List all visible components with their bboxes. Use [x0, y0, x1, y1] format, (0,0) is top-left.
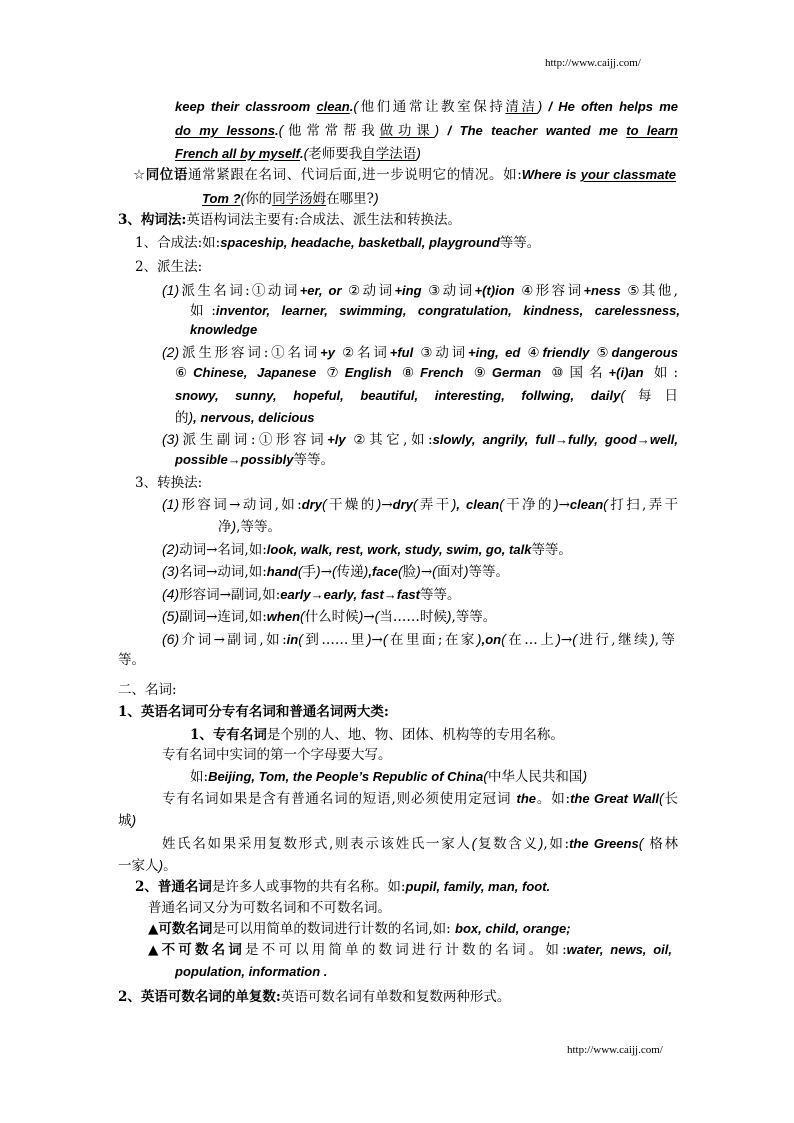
text-run: 脸 — [402, 564, 417, 580]
text-run: 在哪里? — [326, 191, 374, 207]
text-run: ) — [463, 563, 469, 579]
text-run: 到……里 — [302, 632, 367, 648]
text-run: → — [320, 564, 332, 580]
text-run: , nervous, delicious — [193, 410, 315, 425]
example-line — [175, 120, 678, 140]
sub-item-continuation — [175, 450, 334, 470]
text-run: ⑤ — [589, 345, 612, 361]
text-run: population, information . — [175, 964, 328, 979]
text-run: 复数含义 — [476, 836, 539, 852]
paragraph-line — [162, 745, 392, 765]
paragraph-line — [175, 962, 327, 982]
text-run: ) — [556, 631, 561, 647]
text-run: 派生副词:①形容词 — [179, 432, 328, 448]
text-run: (2) — [162, 541, 180, 557]
text-run: 面对 — [436, 564, 464, 580]
text-run: (3) — [162, 563, 180, 579]
text-run: 形容词→动词,如: — [179, 497, 302, 513]
text-run: 专有名词如果是含有普通名词的短语,则必须使用定冠词 — [162, 791, 517, 807]
text-run: ) — [416, 563, 421, 579]
text-run: +ing — [394, 283, 422, 298]
text-run: 他们通常让教室保持 — [358, 99, 506, 115]
section-heading — [118, 987, 510, 1007]
text-run: 传递 — [336, 564, 364, 580]
list-item — [135, 233, 540, 253]
text-run: 是可以用简单的数词进行计数的名词,如: — [212, 921, 456, 937]
text-run: ( — [620, 387, 626, 403]
sub-item-continuation — [175, 363, 678, 383]
text-run: 是不可以用简单的数词进行计数的名词。如: — [245, 942, 567, 958]
paragraph-line — [148, 919, 571, 939]
text-run: dry — [301, 497, 322, 512]
paragraph-line — [148, 940, 672, 960]
text-run: 进行,继续 — [576, 632, 651, 648]
text-run: ③动词 — [421, 283, 475, 299]
text-run: 普通名词又分为可数名词和不可数名词。 — [148, 900, 391, 916]
text-run: ②名词 — [334, 345, 390, 361]
footer-url: http://www.caijj.com/ — [567, 1044, 663, 1056]
text-run: 格林 — [643, 836, 679, 852]
text-run: 你的 — [245, 191, 273, 207]
text-run: (1) — [162, 496, 180, 512]
text-run: 1、合成法:如: — [135, 235, 221, 251]
paragraph-line — [190, 725, 564, 745]
text-run: ( — [483, 768, 488, 784]
text-run: water, news, oil, — [566, 942, 672, 957]
text-run: 干净的 — [503, 497, 554, 513]
text-run: +ing, ed — [468, 345, 521, 360]
text-run: 。 — [163, 858, 177, 874]
text-run: (5) — [162, 608, 180, 624]
text-run: ) — [366, 631, 372, 647]
sub-item — [162, 494, 678, 514]
text-run: 城 — [118, 813, 132, 829]
paragraph-line — [190, 766, 587, 786]
text-run: 。如: — [536, 791, 571, 807]
text-run: 2、普通名词 — [135, 879, 212, 895]
example-line — [175, 96, 678, 116]
text-run: ) — [231, 518, 237, 534]
paragraph-line — [135, 877, 550, 897]
text-run: knowledge — [190, 322, 258, 337]
text-run: hand — [266, 564, 298, 579]
text-run: +ly — [327, 432, 346, 447]
text-run: keep their classroom — [175, 99, 317, 114]
text-run: 他常常帮我 — [283, 123, 380, 139]
text-run: ) — [363, 563, 369, 579]
text-run: pupil, family, man, foot. — [405, 879, 551, 894]
text-run: 等等。 — [419, 587, 461, 603]
text-run: (6) — [162, 631, 180, 647]
text-run: dangerous — [611, 345, 678, 360]
text-run: ) — [373, 190, 379, 206]
text-run: the Greens — [569, 836, 639, 851]
text-run: French — [420, 365, 464, 380]
text-run: → — [371, 632, 383, 648]
text-run: +er, or — [299, 283, 342, 298]
text-run: ) — [582, 768, 588, 784]
text-run: ⑩国名 — [541, 365, 609, 381]
text-run: 派生名词:①动词 — [179, 283, 300, 299]
sub-item-continuation — [190, 301, 680, 321]
text-run: ⑤其他, — [620, 283, 678, 299]
sub-item — [162, 280, 678, 300]
sub-item-continuation — [118, 650, 145, 670]
sub-item-continuation — [190, 320, 257, 340]
text-run: +ness — [583, 283, 621, 298]
text-run: 英语构词法主要有:合成法、派生法和转换法。 — [186, 212, 461, 228]
text-run: +(i)an — [608, 365, 644, 380]
sub-item-continuation — [218, 516, 281, 536]
text-run: 打扫,弄干 — [607, 497, 679, 513]
text-run: Beijing, Tom, the People’s Republic of China — [208, 769, 484, 784]
text-run: 英语可数名词有单数和复数两种形式。 — [280, 989, 511, 1005]
text-run: possible→possibly — [175, 452, 294, 467]
text-run: → — [420, 564, 433, 580]
text-run: Chinese, Japanese — [193, 365, 317, 380]
text-run: ④ — [520, 345, 543, 361]
text-run: → — [558, 497, 570, 513]
text-run: ( — [321, 496, 327, 512]
text-run: . — [300, 146, 304, 161]
text-run: look, walk, rest, work, study, swim, go, talk — [266, 542, 532, 557]
text-run: 等等。 — [499, 235, 541, 251]
text-run: ( — [432, 563, 437, 579]
header-url: http://www.caijj.com/ — [545, 57, 641, 69]
text-run: ( — [298, 631, 303, 647]
text-run: ( — [300, 608, 305, 624]
paragraph-line — [118, 810, 136, 830]
text-run: ,等等。 — [236, 519, 281, 535]
text-run: ,如: — [543, 836, 570, 852]
text-run: ( — [658, 790, 664, 806]
text-run: slowly, angrily, full→fully, good→well, — [432, 432, 678, 447]
text-run: ( — [397, 563, 403, 579]
text-run: ,face — [368, 564, 398, 579]
list-item — [135, 257, 202, 277]
text-run: 3、转换法: — [135, 475, 203, 491]
paragraph-line — [162, 833, 678, 853]
text-run: (4) — [162, 586, 180, 602]
text-run: Tom ? — [202, 191, 241, 206]
text-run: to learn — [626, 123, 678, 138]
text-run: clean — [569, 497, 604, 512]
text-run: ⑨ — [463, 365, 492, 381]
text-run: 中华人民共和国 — [487, 769, 583, 785]
text-run: ☆ — [133, 167, 146, 183]
sub-item — [162, 539, 572, 559]
sub-item — [162, 429, 678, 449]
text-run: ) — [537, 98, 543, 114]
sub-item — [162, 561, 509, 581]
text-run: in — [286, 632, 299, 647]
text-run: +y — [320, 345, 335, 360]
appositive-note — [133, 165, 676, 185]
list-item — [135, 473, 202, 493]
text-run: ( — [471, 835, 477, 851]
text-run: dry — [392, 497, 413, 512]
text-run: 清洁 — [505, 99, 538, 115]
text-run: ) — [553, 496, 559, 512]
text-run: 姓氏名如果采用复数形式,则表示该姓氏一家人 — [162, 836, 472, 852]
paragraph-line — [118, 855, 177, 875]
text-run: 等等。 — [293, 452, 334, 468]
text-run: 当……时候 — [379, 609, 447, 625]
text-run: inventor, learner, swimming, congratulation, kindness, carelessness, — [215, 303, 680, 318]
text-run: friendly — [542, 345, 590, 360]
text-run: ②其它,如: — [345, 432, 433, 448]
text-run: 介词→副词,如: — [179, 632, 287, 648]
text-run: 2、英语可数名词的单复数: — [118, 989, 281, 1005]
text-run: box, child, orange; — [455, 921, 571, 936]
text-run: ( — [501, 631, 506, 647]
sub-item — [162, 342, 678, 362]
text-run: → — [560, 632, 573, 648]
text-run: 1、英语名词可分专有名词和普通名词两大类: — [118, 704, 389, 720]
text-run: 同位语 — [145, 167, 189, 183]
text-run: ( — [572, 631, 577, 647]
text-run: . — [274, 123, 279, 138]
text-run: ( — [603, 496, 608, 512]
text-run: ④形容词 — [514, 283, 584, 299]
text-run: ( — [382, 631, 388, 647]
text-run: ) — [158, 857, 164, 873]
text-run: ( — [412, 496, 418, 512]
text-run: ( — [303, 145, 309, 161]
text-run: German — [491, 365, 542, 380]
sub-item — [162, 584, 460, 604]
text-run: 每日 — [625, 388, 678, 404]
text-run: 通常紧跟在名词、代词后面,进一步说明它的情况。如: — [188, 167, 522, 183]
text-run: ( — [297, 563, 303, 579]
paragraph-line — [148, 898, 391, 918]
text-run: 老师要我 — [308, 146, 363, 162]
text-run: ②动词 — [341, 283, 395, 299]
chapter-heading — [118, 680, 177, 700]
text-run: 等等。 — [468, 564, 509, 580]
text-run: ( — [374, 608, 380, 624]
text-run: 2、派生法: — [135, 259, 203, 275]
text-run: ( — [332, 563, 337, 579]
text-run: 在里面;在家 — [387, 632, 477, 648]
sub-item-continuation — [175, 407, 315, 427]
text-run: ,等 — [654, 632, 676, 648]
text-run: ⑧ — [391, 365, 421, 381]
text-run: ) — [416, 145, 421, 161]
text-run: 做功课 — [379, 123, 435, 139]
text-run: ) — [446, 608, 452, 624]
text-run: do my lessons — [175, 123, 275, 138]
text-run: ) — [131, 812, 137, 828]
text-run: 同学汤姆 — [272, 191, 327, 207]
text-run: ( — [353, 98, 358, 114]
text-run: snowy, sunny, hopeful, beautiful, interesting, follwing, daily — [175, 388, 621, 403]
text-run: 是个别的人、地、物、团体、机构等的专用名称。 — [266, 727, 564, 743]
text-run: (2) — [162, 344, 180, 360]
text-run: 自学法语 — [362, 146, 417, 162]
text-run: ⑦ — [316, 365, 345, 381]
text-run: 长 — [663, 791, 678, 807]
text-run: → — [363, 609, 375, 625]
text-run: → — [381, 497, 393, 513]
text-run: early→early, fast→fast — [280, 587, 420, 602]
text-run: 是许多人或事物的共有名称。如: — [211, 879, 406, 895]
text-run: spaceship, headache, basketball, playground — [220, 235, 500, 250]
appositive-note — [202, 188, 379, 208]
text-run: ) — [358, 608, 364, 624]
text-run: 在…上 — [505, 632, 557, 648]
text-run: ) — [376, 496, 382, 512]
text-run: . — [349, 99, 354, 114]
text-run: 名词→动词,如: — [179, 564, 267, 580]
text-run: +(t)ion — [474, 283, 515, 298]
text-run: ( — [240, 190, 246, 206]
text-run: 什么时候 — [304, 609, 359, 625]
text-run: English — [344, 365, 392, 380]
text-run: 动词→名词,如: — [179, 542, 267, 558]
text-run: 专有名词中实词的第一个字母要大写。 — [162, 747, 392, 763]
text-run: 手 — [302, 564, 317, 580]
text-run: 二、名词: — [118, 682, 177, 698]
text-run: / He often helps me — [542, 99, 679, 114]
section-heading — [118, 210, 461, 230]
text-run: ▲不可数名词 — [148, 942, 246, 958]
text-run: 一家人 — [118, 858, 159, 874]
example-line — [175, 143, 421, 163]
section-heading — [118, 702, 389, 722]
text-run: ) — [188, 409, 194, 425]
text-run: 的 — [175, 410, 189, 426]
text-run: ( — [499, 496, 504, 512]
text-run: 如: — [643, 365, 678, 381]
text-run: Where is — [521, 167, 581, 182]
text-run: +ful — [389, 345, 414, 360]
text-run: 如: — [190, 303, 216, 319]
sub-item — [162, 606, 496, 626]
text-run: the Great Wall — [570, 791, 659, 806]
text-run: 干燥的 — [326, 497, 377, 513]
text-run: (1) — [162, 282, 180, 298]
text-run: 1、专有名词 — [190, 727, 267, 743]
text-run: ) — [434, 122, 440, 138]
text-run: / The teacher wanted me — [439, 123, 627, 138]
text-run: 3、构词法: — [118, 212, 187, 228]
text-run: ▲可数名词 — [148, 921, 213, 937]
text-run: ③动词 — [413, 345, 469, 361]
text-run: , clean — [456, 497, 500, 512]
sub-item — [162, 629, 675, 649]
text-run: ) — [476, 631, 482, 647]
text-run: ) — [650, 631, 655, 647]
text-run: (3) — [162, 431, 180, 447]
text-run: 弄干 — [417, 497, 452, 513]
text-run: your classmate — [580, 167, 677, 182]
text-run: ) — [538, 835, 544, 851]
text-run: 如: — [190, 769, 209, 785]
text-run: ) — [451, 496, 457, 512]
text-run: when — [266, 609, 301, 624]
text-run: ( — [278, 122, 284, 138]
text-run: ) — [316, 563, 321, 579]
text-run: 副词→连词,如: — [179, 609, 267, 625]
text-run: ( — [638, 835, 644, 851]
text-run: the — [516, 791, 537, 806]
text-run: 等等。 — [531, 542, 572, 558]
sub-item-continuation — [175, 385, 678, 405]
text-run: 净 — [218, 519, 232, 535]
paragraph-line — [162, 788, 678, 808]
text-run: ,on — [481, 632, 502, 647]
text-run: ,等等。 — [451, 609, 497, 625]
text-run: French all by myself — [175, 146, 300, 161]
text-run: 形容词→副词,如: — [179, 587, 281, 603]
text-run: ⑥ — [175, 365, 194, 381]
text-run: 派生形容词:①名词 — [179, 345, 321, 361]
text-run: 等。 — [118, 652, 145, 668]
text-run: clean — [316, 99, 350, 114]
